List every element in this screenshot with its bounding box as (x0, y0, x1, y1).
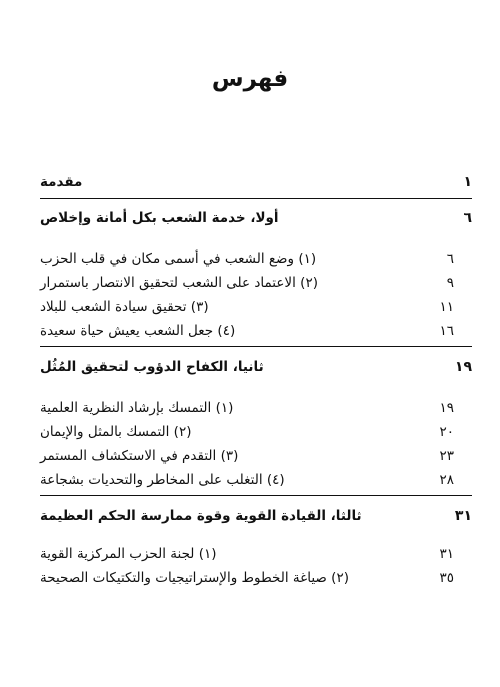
section-divider (40, 495, 472, 496)
page-title: فهرس (211, 66, 289, 92)
toc-entry-page: ١ (463, 174, 472, 190)
toc-item-page: ١٩ (439, 400, 454, 416)
toc-section-2[interactable] (40, 355, 472, 379)
toc-item-page: ٣٥ (439, 570, 454, 586)
toc-item-1-3[interactable] (40, 295, 454, 319)
toc-item-label: (١) التمسك بإرشاد النظرية العلمية (40, 400, 234, 416)
toc-item-3-1[interactable] (40, 542, 454, 566)
toc-item-page: ٢٨ (439, 472, 454, 488)
toc-item-page: ٣١ (439, 546, 454, 562)
toc-section-1[interactable] (40, 206, 472, 230)
toc-item-2-4[interactable] (40, 468, 454, 492)
toc-item-2-2[interactable] (40, 420, 454, 444)
section-divider (40, 198, 472, 199)
toc-item-label: (٣) تحقيق سيادة الشعب للبلاد (40, 299, 209, 315)
toc-entry-introduction[interactable] (40, 170, 472, 194)
toc-item-page: ٩ (446, 275, 454, 291)
toc-item-2-3[interactable] (40, 444, 454, 468)
toc-item-2-1[interactable] (40, 396, 454, 420)
toc-entry-label: مقدمة (40, 174, 83, 190)
toc-item-label: (٢) صياغة الخطوط والإستراتيجيات والتكتيكات الصحيحة (40, 570, 349, 586)
toc-item-1-4[interactable] (40, 319, 454, 343)
section-divider (40, 346, 472, 347)
toc-section-label: ثانيا، الكفاح الدؤوب لتحقيق المُثُل (40, 359, 264, 375)
toc-item-page: ١٦ (439, 323, 454, 339)
toc-item-3-2[interactable] (40, 566, 454, 590)
toc-item-label: (١) لجنة الحزب المركزية القوية (40, 546, 217, 562)
toc-section-page: ١٩ (454, 359, 472, 375)
toc-item-label: (٣) التقدم في الاستكشاف المستمر (40, 448, 239, 464)
toc-item-page: ٢٠ (439, 424, 454, 440)
toc-section-page: ٣١ (454, 508, 472, 524)
toc-section-label: أولا، خدمة الشعب بكل أمانة وإخلاص (40, 210, 279, 226)
toc-item-label: (٢) الاعتماد على الشعب لتحقيق الانتصار باستمرار (40, 275, 318, 291)
toc-item-page: ١١ (439, 299, 454, 315)
toc-item-label: (٤) جعل الشعب يعيش حياة سعيدة (40, 323, 236, 339)
toc-item-page: ٦ (446, 251, 454, 267)
toc-section-page: ٦ (463, 210, 472, 226)
toc-item-1-2[interactable] (40, 271, 454, 295)
toc-item-label: (٢) التمسك بالمثل والإيمان (40, 424, 192, 440)
toc-section-3[interactable] (40, 504, 472, 528)
toc-item-1-1[interactable] (40, 247, 454, 271)
toc-item-page: ٢٣ (439, 448, 454, 464)
toc-section-label: ثالثا، القيادة القوية وقوة ممارسة الحكم العظيمة (40, 508, 362, 524)
toc-item-label: (٤) التغلب على المخاطر والتحديات بشجاعة (40, 472, 285, 488)
toc-item-label: (١) وضع الشعب في أسمى مكان في قلب الحزب (40, 251, 317, 267)
